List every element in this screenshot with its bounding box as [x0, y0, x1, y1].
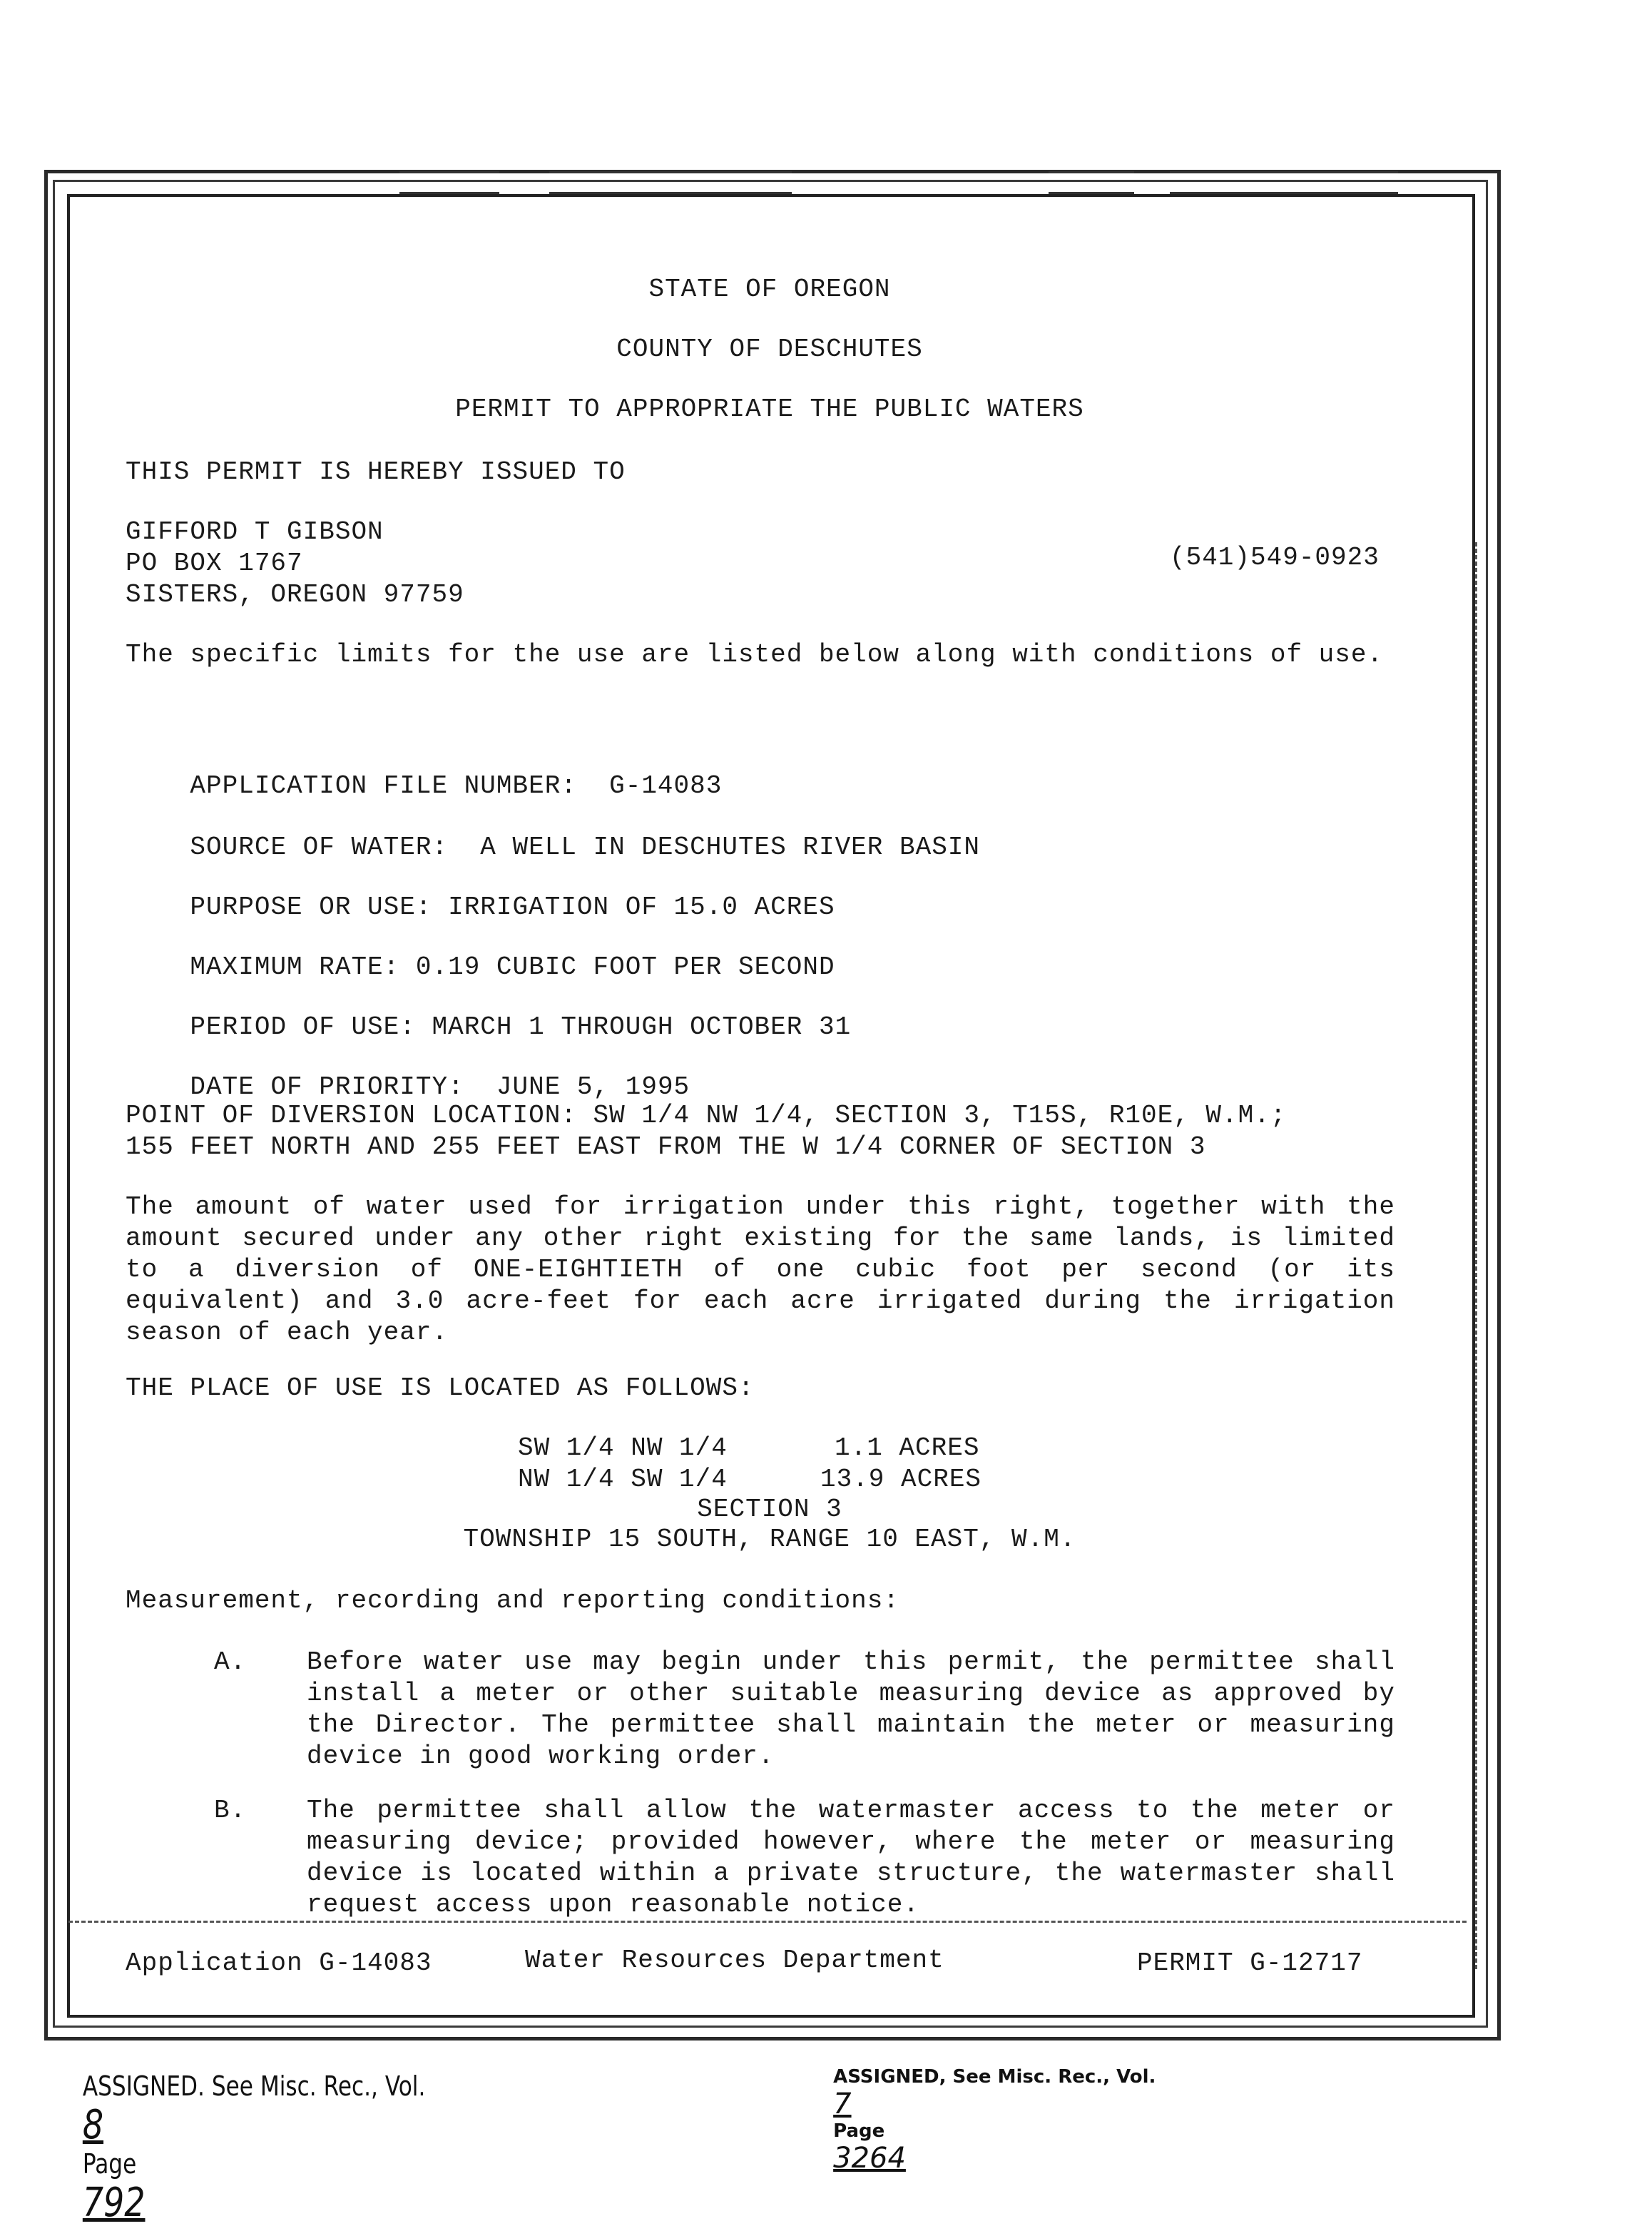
- top-ornament-bar: [549, 171, 792, 194]
- field-label: MAXIMUM RATE:: [190, 952, 400, 982]
- amount-paragraph: The amount of water used for irrigation under this right, together with the amount secured under any other right existing for the same lands, is limited to a diversion of ONE-EIGHTIETH of one cubic foot per second (or its equivalent) and 3.0 acre-feet for each acre irrigated during the irrigation season of each year.: [126, 1192, 1395, 1347]
- stamp-right-page: 3264: [833, 2142, 906, 2175]
- assigned-stamp-left: [68, 2039, 425, 2226]
- stamp-right-prefix: ASSIGNED, See Misc. Rec., Vol.: [833, 2066, 1156, 2088]
- place-of-use-heading: THE PLACE OF USE IS LOCATED AS FOLLOWS:: [126, 1373, 755, 1403]
- permit-title: PERMIT TO APPROPRIATE THE PUBLIC WATERS: [455, 395, 1084, 424]
- footer-separator: [68, 1921, 1467, 1923]
- field-label: SOURCE OF WATER:: [190, 833, 449, 862]
- place-row-acres: 1.1 ACRES: [835, 1433, 980, 1463]
- field-value: A WELL IN DESCHUTES RIVER BASIN: [480, 833, 981, 862]
- stamp-left-page: 792: [82, 2180, 146, 2226]
- issued-to-label: THIS PERMIT IS HEREBY ISSUED TO: [126, 457, 626, 487]
- condition-text: The permittee shall allow the watermaster access to the meter or measuring device; provided however, where the meter or measuring device is located within a private structure, the watermaster shall request access upon reasonable notice.: [307, 1796, 1395, 1919]
- field-value: JUNE 5, 1995: [496, 1072, 690, 1102]
- stamp-left-page-label: Page: [82, 2148, 137, 2180]
- field-value: G-14083: [609, 771, 723, 801]
- permittee-address-line2: SISTERS, OREGON 97759: [126, 580, 464, 609]
- stamp-right-vol: 7: [833, 2088, 852, 2120]
- field-value: MARCH 1 THROUGH OCTOBER 31: [432, 1012, 852, 1042]
- place-row-tract: SW 1/4 NW 1/4: [518, 1433, 728, 1463]
- field-label: DATE OF PRIORITY:: [190, 1072, 464, 1102]
- stamp-right-page-label: Page: [833, 2120, 885, 2142]
- permittee-phone: (541)549-0923: [1170, 543, 1380, 572]
- place-section: SECTION 3: [697, 1495, 842, 1524]
- condition-marker: A.: [214, 1647, 247, 1677]
- intro-paragraph: The specific limits for the use are listed below along with conditions of use.: [126, 640, 1384, 669]
- assigned-stamp-right: [820, 2045, 1156, 2175]
- place-township: TOWNSHIP 15 SOUTH, RANGE 10 EAST, W.M.: [463, 1525, 1076, 1554]
- condition-marker: B.: [214, 1796, 247, 1825]
- field-label: APPLICATION FILE NUMBER:: [190, 771, 577, 801]
- permittee-name: GIFFORD T GIBSON: [126, 517, 384, 547]
- state-heading: STATE OF OREGON: [648, 275, 891, 304]
- condition-text: Before water use may begin under this permit, the permittee shall install a meter or other suitable measuring device as approved by the Director. The permittee shall maintain the meter or measuring device in good working order.: [307, 1647, 1395, 1771]
- conditions-heading: Measurement, recording and reporting conditions:: [126, 1586, 899, 1615]
- stamp-left-prefix: ASSIGNED. See Misc. Rec., Vol.: [82, 2070, 426, 2102]
- top-ornament-bar: [1049, 171, 1134, 194]
- right-margin-rail: [1475, 542, 1482, 1969]
- top-ornament-bar: [1170, 171, 1398, 194]
- field-label: PERIOD OF USE:: [190, 1012, 416, 1042]
- field-value: 0.19 CUBIC FOOT PER SECOND: [415, 952, 835, 982]
- footer-application: Application G-14083: [126, 1948, 432, 1978]
- stamp-left-vol: 8: [82, 2102, 104, 2148]
- diversion-line2: 155 FEET NORTH AND 255 FEET EAST FROM THE W 1/4 CORNER OF SECTION 3: [126, 1132, 1206, 1162]
- county-heading: COUNTY OF DESCHUTES: [616, 335, 923, 364]
- place-row-tract: NW 1/4 SW 1/4: [518, 1465, 728, 1494]
- top-ornament-bar: [399, 171, 499, 194]
- field-label: PURPOSE OR USE:: [190, 893, 432, 922]
- permittee-address-line1: PO BOX 1767: [126, 549, 303, 578]
- footer-department: Water Resources Department: [525, 1946, 944, 1975]
- place-row-acres: 13.9 ACRES: [820, 1465, 982, 1494]
- diversion-line1: POINT OF DIVERSION LOCATION: SW 1/4 NW 1/4, SECTION 3, T15S, R10E, W.M.;: [126, 1101, 1287, 1130]
- footer-permit-number: PERMIT G-12717: [1137, 1948, 1363, 1978]
- field-value: IRRIGATION OF 15.0 ACRES: [448, 893, 835, 922]
